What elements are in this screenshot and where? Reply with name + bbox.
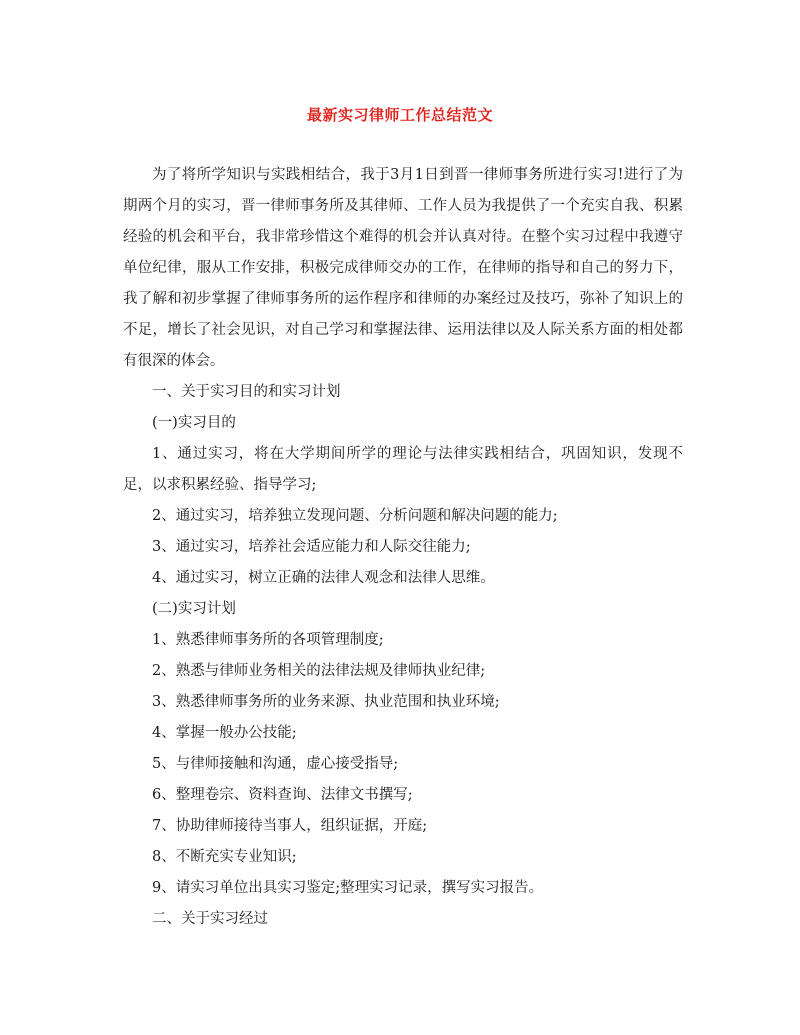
subsection-heading-plan: (二)实习计划: [152, 601, 236, 617]
plan-item-4: 4、掌握一般办公技能;: [152, 725, 297, 741]
plan-item-7: 7、协助律师接待当事人，组织证据，开庭;: [152, 818, 428, 834]
subsection-heading-goals: (一)实习目的: [152, 415, 236, 431]
goal-item-2: 2、通过实习，培养独立发现问题、分析问题和解决问题的能力;: [152, 508, 558, 524]
plan-item-9: 9、请实习单位出具实习鉴定;整理实习记录，撰写实习报告。: [152, 880, 544, 896]
document-title: 最新实习律师工作总结范文: [306, 106, 493, 124]
section-heading-2: 二、关于实习经过: [152, 911, 268, 927]
plan-item-8: 8、不断充实专业知识;: [152, 849, 297, 865]
section-heading-1: 一、关于实习目的和实习计划: [152, 384, 341, 400]
goal-item-4: 4、通过实习，树立正确的法律人观念和法律人思维。: [152, 570, 495, 586]
intro-paragraph: 为了将所学知识与实践相结合，我于3月1日到晋一律师事务所进行实习!进行了为期两个月的实习，晋一律师事务所及其律师、工作人员为我提供了一个充实自我、积累经验的机会和平台，我非常珍惜这个难得的机会并认真对待。在整个实习过程中我遵守单位纪律，服从工作安排，积极完成律师交办的工作，在律师的指导和自己的努力下，我了解和初步掌握了律师事务所的运作程序和律师的办案经过及技巧，弥补了知识上的不足，增长了社会见识，对自己学习和掌握法律、运用法律以及人际关系方面的相处都有很深的体会。: [123, 167, 683, 369]
plan-item-5: 5、与律师接触和沟通，虚心接受指导;: [152, 756, 399, 772]
plan-item-3: 3、熟悉律师事务所的业务来源、执业范围和执业环境;: [152, 694, 500, 710]
plan-item-1: 1、熟悉律师事务所的各项管理制度;: [152, 632, 384, 648]
plan-item-6: 6、整理卷宗、资料查询、法律文书撰写;: [152, 787, 413, 803]
goal-item-1: 1、通过实习，将在大学期间所学的理论与法律实践相结合，巩固知识，发现不足，以求积累经验、指导学习;: [123, 446, 683, 493]
goal-item-3: 3、通过实习，培养社会适应能力和人际交往能力;: [152, 539, 471, 555]
document-body: [123, 160, 683, 935]
plan-item-2: 2、熟悉与律师业务相关的法律法规及律师执业纪律;: [152, 663, 486, 679]
